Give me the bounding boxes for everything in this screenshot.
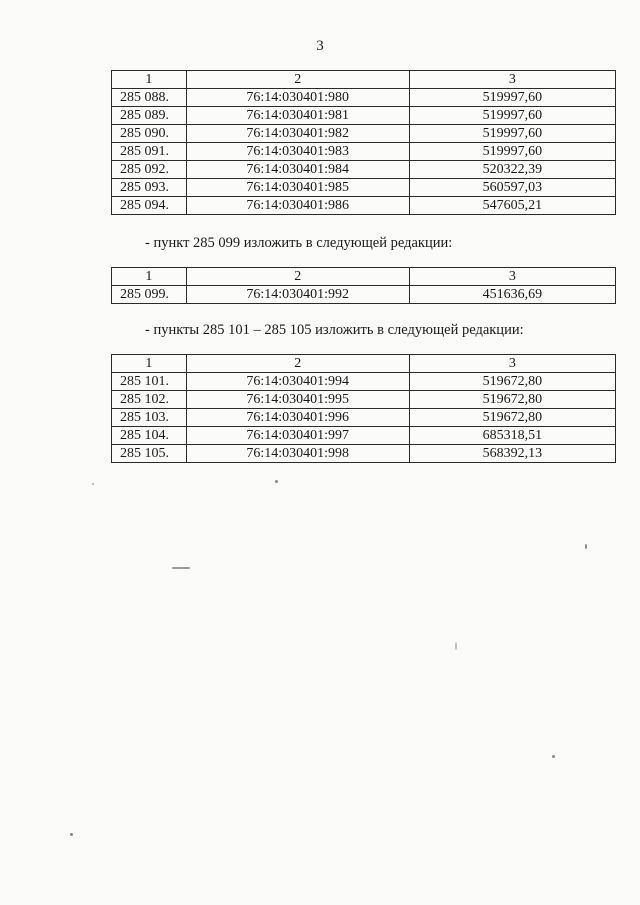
scan-speck — [275, 480, 278, 483]
cadastral-number: 76:14:030401:985 — [186, 179, 409, 197]
value: 519997,60 — [409, 89, 615, 107]
cadastral-number: 76:14:030401:980 — [186, 89, 409, 107]
table-row — [112, 286, 616, 304]
table-row — [112, 125, 616, 143]
table-row — [112, 179, 616, 197]
scan-speck — [585, 544, 587, 549]
value: 451636,69 — [409, 286, 615, 304]
table-1 — [111, 70, 616, 215]
table-row — [112, 143, 616, 161]
row-number: 285 104. — [112, 427, 187, 445]
cadastral-number: 76:14:030401:983 — [186, 143, 409, 161]
cadastral-number: 76:14:030401:997 — [186, 427, 409, 445]
value: 547605,21 — [409, 197, 615, 215]
cadastral-number: 76:14:030401:986 — [186, 197, 409, 215]
scan-speck — [70, 833, 73, 836]
value: 519997,60 — [409, 107, 615, 125]
row-number: 285 092. — [112, 161, 187, 179]
value: 560597,03 — [409, 179, 615, 197]
scan-speck — [92, 483, 94, 485]
row-number: 285 091. — [112, 143, 187, 161]
cadastral-number: 76:14:030401:996 — [186, 409, 409, 427]
value: 568392,13 — [409, 445, 615, 463]
value: 519997,60 — [409, 125, 615, 143]
value: 519672,80 — [409, 373, 615, 391]
scan-speck — [552, 755, 555, 758]
header-col-1: 1 — [112, 355, 187, 373]
table-header-row — [112, 355, 616, 373]
table-row — [112, 161, 616, 179]
table-row — [112, 89, 616, 107]
header-col-2: 2 — [186, 71, 409, 89]
instruction-text: - пункт 285 099 изложить в следующей редакции: — [145, 235, 453, 251]
cadastral-number: 76:14:030401:998 — [186, 445, 409, 463]
table-row — [112, 197, 616, 215]
cadastral-number: 76:14:030401:992 — [186, 286, 409, 304]
row-number: 285 090. — [112, 125, 187, 143]
table-row — [112, 107, 616, 125]
header-col-1: 1 — [112, 268, 187, 286]
header-col-3: 3 — [409, 355, 615, 373]
table-header-row — [112, 268, 616, 286]
table-row — [112, 427, 616, 445]
page-number: 3 — [316, 38, 324, 54]
row-number: 285 089. — [112, 107, 187, 125]
header-col-2: 2 — [186, 355, 409, 373]
scan-speck — [172, 567, 190, 569]
table-row — [112, 391, 616, 409]
value: 520322,39 — [409, 161, 615, 179]
header-col-3: 3 — [409, 71, 615, 89]
row-number: 285 093. — [112, 179, 187, 197]
row-number: 285 101. — [112, 373, 187, 391]
scan-speck — [455, 642, 457, 650]
table-header-row — [112, 71, 616, 89]
value: 519672,80 — [409, 391, 615, 409]
table-row — [112, 373, 616, 391]
table-row — [112, 445, 616, 463]
cadastral-number: 76:14:030401:982 — [186, 125, 409, 143]
value: 685318,51 — [409, 427, 615, 445]
value: 519997,60 — [409, 143, 615, 161]
table-3 — [111, 354, 616, 463]
row-number: 285 105. — [112, 445, 187, 463]
row-number: 285 088. — [112, 89, 187, 107]
table-row — [112, 409, 616, 427]
table-2 — [111, 267, 616, 304]
header-col-1: 1 — [112, 71, 187, 89]
header-col-3: 3 — [409, 268, 615, 286]
cadastral-number: 76:14:030401:981 — [186, 107, 409, 125]
row-number: 285 103. — [112, 409, 187, 427]
header-col-2: 2 — [186, 268, 409, 286]
instruction-text: - пункты 285 101 – 285 105 изложить в следующей редакции: — [145, 322, 524, 338]
row-number: 285 094. — [112, 197, 187, 215]
cadastral-number: 76:14:030401:995 — [186, 391, 409, 409]
value: 519672,80 — [409, 409, 615, 427]
row-number: 285 102. — [112, 391, 187, 409]
cadastral-number: 76:14:030401:994 — [186, 373, 409, 391]
cadastral-number: 76:14:030401:984 — [186, 161, 409, 179]
row-number: 285 099. — [112, 286, 187, 304]
